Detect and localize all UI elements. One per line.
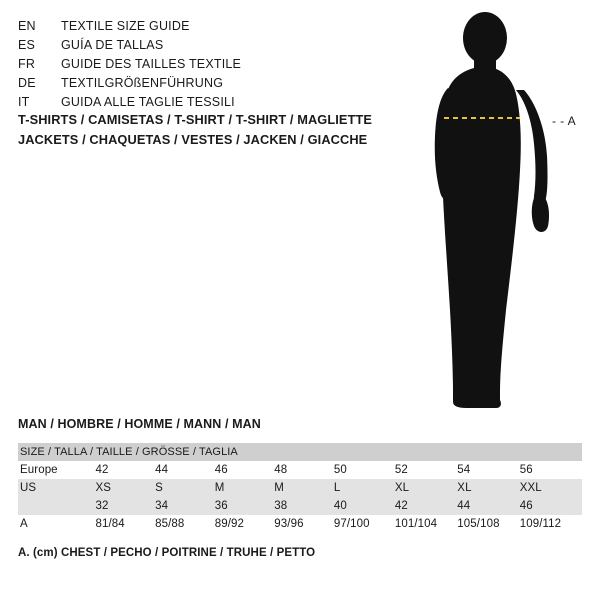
row-label: [18, 497, 96, 515]
row-label: A: [18, 515, 96, 533]
language-title: GUIDA ALLE TAGLIE TESSILI: [61, 95, 235, 109]
table-cell: 52: [395, 461, 457, 479]
garment-headings: [18, 110, 418, 150]
table-cell: XS: [96, 479, 156, 497]
table-header-row: [18, 443, 582, 461]
table-cell: 101/104: [395, 515, 457, 533]
table-cell: XL: [457, 479, 519, 497]
table-cell: 42: [96, 461, 156, 479]
table-cell: 38: [274, 497, 334, 515]
table-cell: 44: [155, 461, 215, 479]
language-code: FR: [18, 57, 36, 71]
language-title: GUÍA DE TALLAS: [61, 38, 164, 52]
table-cell: L: [334, 479, 395, 497]
table-row: [18, 479, 582, 497]
table-cell: 48: [274, 461, 334, 479]
table-cell: 36: [215, 497, 275, 515]
table-cell: 81/84: [96, 515, 156, 533]
language-code: DE: [18, 76, 36, 90]
male-figure-illustration: [400, 10, 600, 410]
table-cell: 54: [457, 461, 519, 479]
table-cell: S: [155, 479, 215, 497]
footnote: A. (cm) CHEST / PECHO / POITRINE / TRUHE / PETTO: [18, 547, 316, 559]
row-label: Europe: [18, 461, 96, 479]
garment-line-jackets: JACKETS / CHAQUETAS / VESTES / JACKEN / GIACCHE: [18, 132, 368, 147]
table-row: [18, 515, 582, 533]
table-cell: 109/112: [520, 515, 582, 533]
table-cell: 50: [334, 461, 395, 479]
table-row: [18, 497, 582, 515]
row-label: US: [18, 479, 96, 497]
language-list: [18, 17, 378, 112]
table-cell: 46: [215, 461, 275, 479]
language-row: [18, 17, 378, 36]
table-cell: 32: [96, 497, 156, 515]
language-code: ES: [18, 38, 36, 52]
language-code: IT: [18, 95, 30, 109]
table-row: [18, 461, 582, 479]
language-row: [18, 74, 378, 93]
garment-line-tshirts: T-SHIRTS / CAMISETAS / T-SHIRT / T-SHIRT / MAGLIETTE: [18, 112, 373, 127]
male-silhouette-icon: [400, 10, 600, 410]
table-header-label: SIZE / TALLA / TAILLE / GRÖSSE / TAGLIA: [18, 443, 582, 461]
language-title: GUIDE DES TAILLES TEXTILE: [61, 57, 242, 71]
language-code: EN: [18, 19, 36, 33]
language-row: [18, 55, 378, 74]
table-cell: 46: [520, 497, 582, 515]
table-cell: 40: [334, 497, 395, 515]
table-cell: 97/100: [334, 515, 395, 533]
table-cell: M: [215, 479, 275, 497]
table-cell: 93/96: [274, 515, 334, 533]
table-cell: XXL: [520, 479, 582, 497]
measure-label-a: - - A: [552, 114, 577, 128]
table-cell: 105/108: [457, 515, 519, 533]
table-cell: 44: [457, 497, 519, 515]
table-cell: XL: [395, 479, 457, 497]
table-cell: 85/88: [155, 515, 215, 533]
table-cell: 42: [395, 497, 457, 515]
table-cell: 56: [520, 461, 582, 479]
language-title: TEXTILGRÖßENFÜHRUNG: [61, 76, 224, 90]
table-cell: M: [274, 479, 334, 497]
table-cell: 89/92: [215, 515, 275, 533]
language-title: TEXTILE SIZE GUIDE: [61, 19, 190, 33]
table-cell: 34: [155, 497, 215, 515]
size-table: [18, 443, 582, 533]
language-row: [18, 36, 378, 55]
table-title: MAN / HOMBRE / HOMME / MANN / MAN: [18, 417, 261, 431]
